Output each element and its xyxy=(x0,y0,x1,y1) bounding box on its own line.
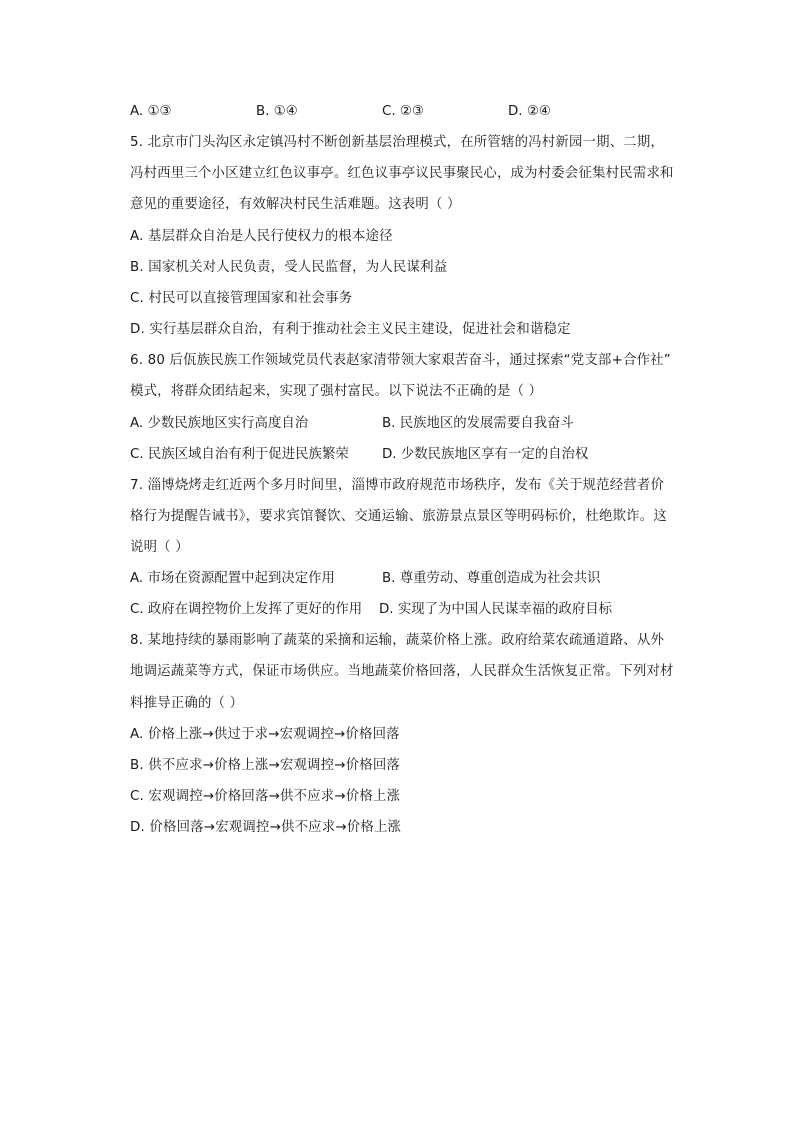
q7-option-d: D. 实现了为中国人民谋幸福的政府目标 xyxy=(379,602,613,617)
q7-stem-line-2: 格行为提醒告诫书》，要求宾馆餐饮、交通运输、旅游景点景区等明码标价，杜绝欺诈。这 xyxy=(130,509,667,524)
q8-option-d: D. 价格回落→宏观调控→供不应求→价格上涨 xyxy=(130,820,402,835)
q7-stem-line-1: 7. 淄博烧烤走红近两个多月时间里，淄博市政府规范市场秩序，发布《关于规范经营者价 xyxy=(130,478,665,493)
q6-options-row-1 xyxy=(130,414,690,434)
q6-stem-line-2: 模式，将群众团结起来，实现了强村富民。以下说法不正确的是（ ） xyxy=(130,384,543,399)
q5-stem-line-3: 意见的重要途径，有效解决村民生活难题。这表明（ ） xyxy=(130,197,461,212)
q8-stem-line-1: 8. 某地持续的暴雨影响了蔬菜的采摘和运输，蔬菜价格上涨。政府给菜农疏通道路、从外 xyxy=(130,633,665,648)
q6-option-c: C. 民族区域自治有利于促进民族繁荣 xyxy=(130,447,349,462)
q8-option-c: C. 宏观调控→价格回落→供不应求→价格上涨 xyxy=(130,789,401,804)
q7-option-a: A. 市场在资源配置中起到决定作用 xyxy=(130,571,335,586)
q5-option-b: B. 国家机关对人民负责，受人民监督，为人民谋利益 xyxy=(130,260,448,275)
q5-option-c: C. 村民可以直接管理国家和社会事务 xyxy=(130,291,353,306)
q8-option-b: B. 供不应求→价格上涨→宏观调控→价格回落 xyxy=(130,758,401,773)
q5-option-a: A. 基层群众自治是人民行使权力的根本途径 xyxy=(130,229,393,244)
q7-stem-line-3: 说明（ ） xyxy=(130,540,189,555)
q6-options-row-2 xyxy=(130,445,690,465)
q4-option-d: D. ②④ xyxy=(508,104,551,119)
q7-options-row-1 xyxy=(130,569,690,589)
q7-options-row-2 xyxy=(130,600,690,620)
q6-option-d: D. 少数民族地区享有一定的自治权 xyxy=(382,447,589,462)
q8-option-a: A. 价格上涨→供过于求→宏观调控→价格回落 xyxy=(130,727,400,742)
q4-option-c: C. ②③ xyxy=(382,104,424,119)
q6-option-b: B. 民族地区的发展需要自我奋斗 xyxy=(382,416,574,431)
q4-options xyxy=(130,102,690,122)
q7-option-c: C. 政府在调控物价上发挥了更好的作用 xyxy=(130,602,363,617)
q5-stem-line-2: 冯村西里三个小区建立红色议事亭。红色议事亭议民事聚民心，成为村委会征集村民需求和 xyxy=(130,166,674,181)
q6-stem-line-1: 6. 80 后佤族民族工作领域党员代表赵家清带领大家艰苦奋斗，通过探索“党支部+合作社” xyxy=(130,353,671,368)
q8-stem-line-3: 料推导正确的（ ） xyxy=(130,696,244,711)
q4-option-b: B. ①④ xyxy=(256,104,298,119)
q5-option-d: D. 实行基层群众自治，有利于推动社会主义民主建设，促进社会和谐稳定 xyxy=(130,322,571,337)
q4-option-a: A. ①③ xyxy=(130,104,172,119)
q5-stem-line-1: 5. 北京市门头沟区永定镇冯村不断创新基层治理模式，在所管辖的冯村新园一期、二期， xyxy=(130,135,665,150)
q7-option-b: B. 尊重劳动、尊重创造成为社会共识 xyxy=(382,571,601,586)
q6-option-a: A. 少数民族地区实行高度自治 xyxy=(130,416,309,431)
q8-stem-line-2: 地调运蔬菜等方式，保证市场供应。当地蔬菜价格回落，人民群众生活恢复正常。下列对材 xyxy=(130,664,674,679)
